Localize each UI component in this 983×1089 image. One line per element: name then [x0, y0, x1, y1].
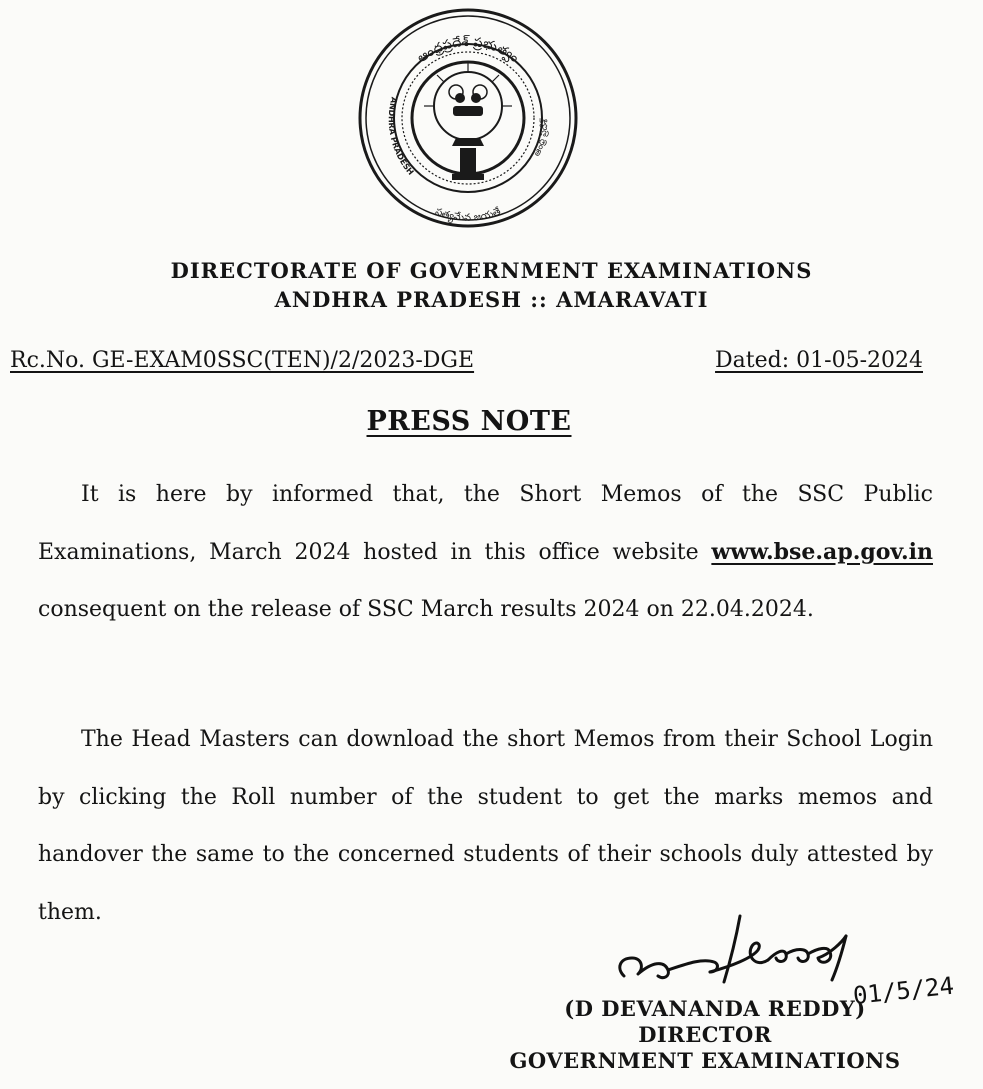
reference-line: [10, 348, 923, 373]
emblem-motto: సత్యమేవ జయతే: [433, 206, 503, 224]
signatory-designation: DIRECTOR: [638, 1022, 772, 1047]
paragraph1-text-before: It is here by informed that, the Short Memos of the SSC Public Examinations, March 2024 hosted in this office website: [38, 482, 933, 565]
paragraph-short-memos: [38, 466, 933, 639]
signatory-name: (D DEVANANDA REDDY): [564, 996, 866, 1021]
government-seal-emblem: [356, 6, 580, 230]
paragraph1-text-after: consequent on the release of SSC March results 2024 on 22.04.2024.: [38, 597, 814, 622]
emblem-left-text: ANDHRA PRADESH: [386, 96, 416, 177]
website-link[interactable]: www.bse.ap.gov.in: [711, 538, 933, 565]
signatory-block: [470, 996, 940, 1074]
svg-text:సత్యమేవ జయతే: [434, 205, 503, 223]
directorate-location: ANDHRA PRADESH :: AMARAVATI: [274, 287, 709, 312]
letterhead: [0, 256, 983, 314]
signatory-office: GOVERNMENT EXAMINATIONS: [509, 1048, 901, 1073]
issue-date: Dated: 01-05-2024: [715, 348, 923, 373]
page-title: PRESS NOTE: [366, 406, 572, 437]
reference-number: Rc.No. GE-EXAM0SSC(TEN)/2/2023-DGE: [10, 348, 475, 373]
emblem-right-text: ఆంధ్ర ప్రదేశ్: [532, 119, 551, 158]
svg-text:ఆంధ్ర ప్రదేశ్: [532, 118, 550, 158]
directorate-name: DIRECTORATE OF GOVERNMENT EXAMINATIONS: [170, 258, 813, 283]
signature-date-scrawl: 01/5/24: [851, 971, 956, 1010]
emblem-top-text: ఆంధ్రప్రదేశ్ ప్రభుత్వం: [414, 34, 522, 67]
paragraph-download-instructions: The Head Masters can download the short Memos from their School Login by clicking the Roll number of the student to get the marks memos and handover the same to the concerned students of their schools duly attested by them.: [38, 727, 933, 925]
